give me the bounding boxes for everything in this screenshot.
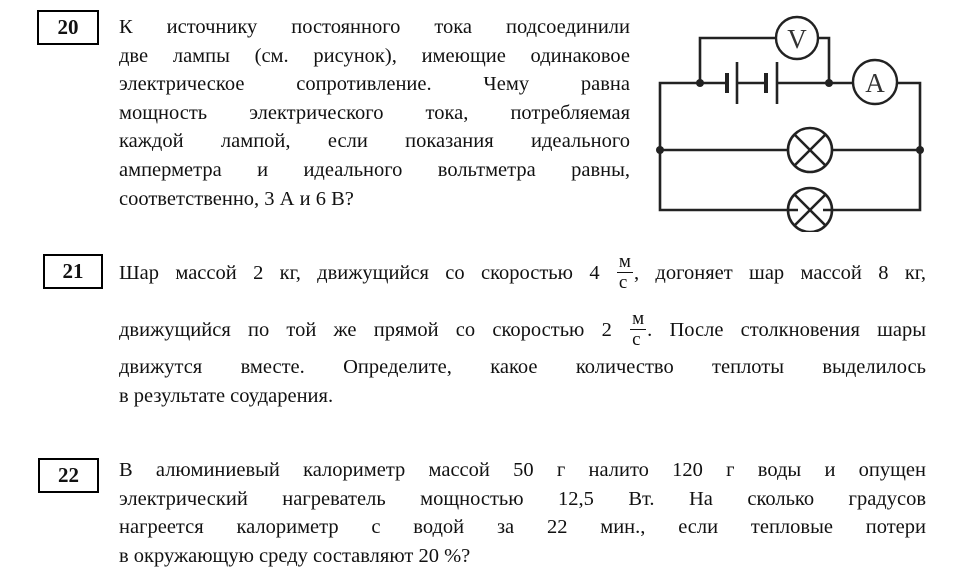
text-line: амперметра и идеального вольтметра равны,: [119, 158, 630, 181]
task-number-20: 20: [37, 10, 99, 45]
text-line: соответственно, 3 А и 6 В?: [119, 187, 354, 210]
task-21-text: [119, 245, 926, 410]
fraction-denominator: с: [632, 328, 641, 350]
task-number-21: 21: [43, 254, 103, 289]
lamp-icon: [788, 128, 832, 172]
text-line: две лампы (см. рисунок), имеющие одинаковое: [119, 44, 630, 67]
text-line: движутся вместе. Определите, какое количество теплоты выделилось: [119, 356, 926, 378]
fraction-m-per-s: [617, 252, 633, 293]
text-line: нагреется калориметр с водой за 22 мин., если тепловые потери: [119, 516, 926, 539]
text-line: каждой лампой, если показания идеального: [119, 130, 630, 153]
text-line: электрическое сопротивление. Чему равна: [119, 73, 630, 96]
text-line: [119, 245, 926, 302]
fraction-numerator: м: [618, 250, 631, 272]
task-number-22: 22: [38, 458, 99, 493]
text-segment: , догоняет шар массой 8 кг,: [633, 262, 926, 284]
fraction-numerator: м: [632, 307, 645, 329]
text-line: мощность электрического тока, потребляемая: [119, 101, 630, 124]
svg-text:A: A: [865, 68, 885, 98]
text-line: В алюминиевый калориметр массой 50 г налито 120 г воды и опущен: [119, 459, 926, 481]
text-line: в результате соударения.: [119, 384, 334, 407]
text-segment: Шар массой 2 кг, движущийся со скоростью 4: [119, 262, 600, 284]
text-line: [119, 302, 926, 359]
fraction-denominator: с: [618, 271, 628, 293]
battery-icon: [727, 62, 777, 104]
text-line: в окружающую среду составляют 20 %?: [119, 544, 471, 567]
svg-text:V: V: [787, 24, 807, 54]
text-segment: . После столкновения шары: [647, 319, 926, 341]
text-line: электрический нагреватель мощностью 12,5 Вт. На сколько градусов: [119, 487, 926, 510]
task-20-text: [119, 13, 630, 213]
text-line: К источнику постоянного тока подсоединили: [119, 16, 630, 38]
task-22-text: [119, 456, 926, 570]
circuit-diagram: [640, 0, 954, 232]
fraction-m-per-s: [630, 309, 646, 350]
ammeter-icon: [853, 60, 897, 104]
voltmeter-icon: [776, 17, 818, 59]
text-segment: движущийся по той же прямой со скоростью 2: [119, 319, 612, 341]
